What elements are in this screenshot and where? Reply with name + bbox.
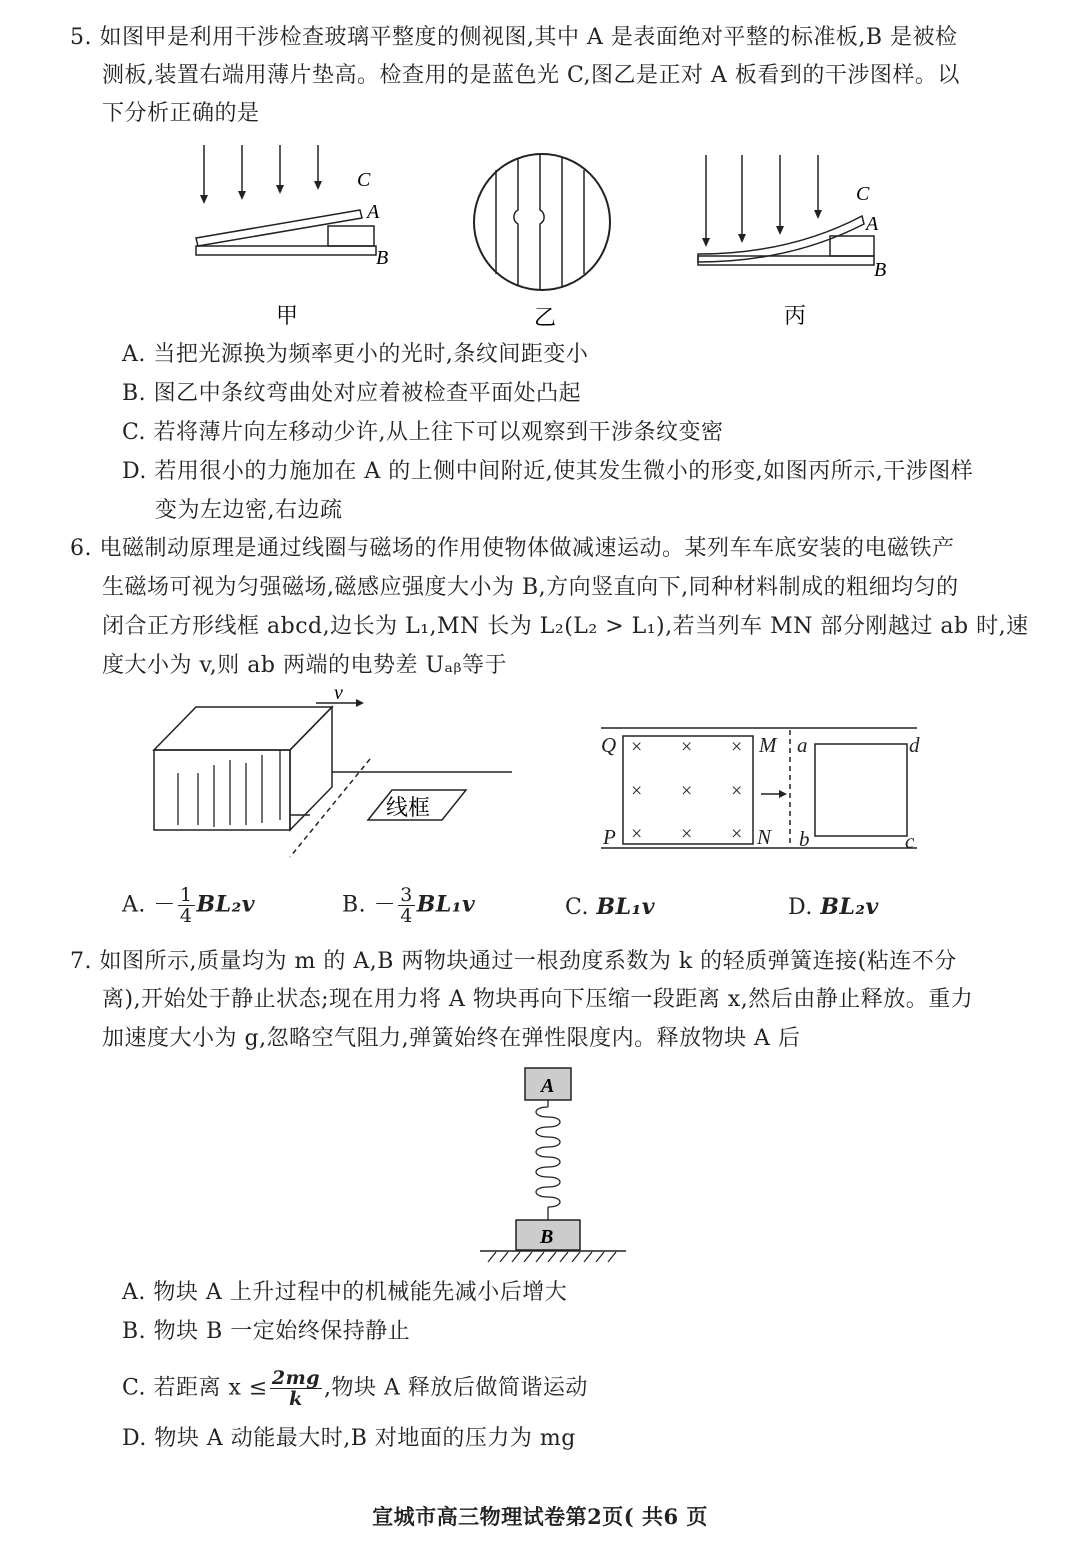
q5-option-d-cont: 变为左边密,右边疏 [155, 498, 343, 523]
fraction [178, 885, 195, 926]
q6-line-4: 度大小为 v,则 ab 两端的电势差 Uₐᵦ等于 [102, 653, 508, 678]
q5-line-3: 下分析正确的是 [102, 101, 260, 126]
field-cross: × [631, 736, 643, 758]
option-letter: C. [565, 895, 590, 920]
q7-figure-spring [480, 1065, 630, 1270]
label-C: C [357, 169, 371, 191]
label-B: B [376, 247, 389, 269]
label-A: A [866, 213, 879, 235]
q6-option-a [122, 885, 255, 926]
denominator: k [289, 1388, 303, 1410]
q6-figure-topview [595, 720, 935, 860]
expression: BL₁v [596, 894, 656, 920]
block-B-label: B [540, 1226, 554, 1248]
q6-option-d [788, 892, 879, 923]
label-Q: Q [601, 733, 617, 757]
field-cross: × [681, 823, 693, 845]
denominator: 4 [400, 905, 413, 927]
fraction [398, 885, 415, 926]
q5-option-c: C. 若将薄片向左移动少许,从上往下可以观察到干涉条纹变密 [122, 420, 724, 445]
frame-label: 线框 [386, 795, 431, 820]
q6-option-c [565, 892, 655, 923]
q6-figure-train [150, 682, 530, 865]
expression: BL₂v [196, 891, 255, 918]
field-cross: × [631, 823, 643, 845]
q7-option-a: A. 物块 A 上升过程中的机械能先减小后增大 [122, 1280, 568, 1305]
label-B: B [874, 259, 887, 281]
label-b: b [799, 827, 810, 851]
q7-option-b: B. 物块 B 一定始终保持静止 [122, 1319, 411, 1344]
q7-line-1: 7. 如图所示,质量均为 m 的 A,B 两物块通过一根劲度系数为 k 的轻质弹簧连接(粘连不分 [70, 949, 957, 974]
minus-sign: － [373, 892, 397, 918]
caption-yi: 乙 [534, 305, 557, 330]
q5-line-2: 测板,装置右端用薄片垫高。检查用的是蓝色光 C,图乙是正对 A 板看到的干涉图样。以 [102, 63, 960, 88]
field-cross: × [681, 736, 693, 758]
expression: BL₁v [416, 891, 476, 918]
option-letter: B. [342, 892, 367, 918]
label-N: N [757, 825, 772, 849]
velocity-label: v [334, 682, 343, 704]
numerator: 2mg [271, 1367, 320, 1389]
q5-figure-yi [470, 150, 620, 340]
field-cross: × [631, 780, 643, 802]
q5-line-1: 5. 如图甲是利用干涉检查玻璃平整度的侧视图,其中 A 是表面绝对平整的标准板,B 是被检 [70, 25, 958, 50]
caption-jia: 甲 [276, 303, 299, 328]
denominator: 4 [179, 905, 193, 927]
minus-sign: － [153, 892, 176, 918]
field-cross: × [731, 823, 743, 845]
option-letter: D. [788, 895, 813, 920]
q6-line-3: 闭合正方形线框 abcd,边长为 L₁,MN 长为 L₂(L₂ > L₁),若当列车 MN 部分刚越过 ab 时,速 [102, 614, 1029, 639]
numerator: 3 [400, 884, 413, 906]
label-d: d [909, 733, 920, 757]
option-text: ,物块 A 释放后做简谐运动 [323, 1375, 588, 1401]
q6-line-2: 生磁场可视为匀强磁场,磁感应强度大小为 B,方向竖直向下,同种材料制成的粗细均匀的 [102, 575, 959, 600]
option-text: C. 若距离 x ≤ [122, 1375, 268, 1401]
q7-option-c [122, 1368, 588, 1409]
q7-option-d: D. 物块 A 动能最大时,B 对地面的压力为 mg [122, 1426, 576, 1451]
block-A-label: A [541, 1075, 555, 1097]
q5-option-b: B. 图乙中条纹弯曲处对应着被检查平面处凸起 [122, 381, 582, 406]
caption-bing: 丙 [784, 303, 807, 328]
expression: BL₂v [820, 894, 879, 920]
label-C: C [856, 183, 870, 205]
field-cross: × [681, 780, 693, 802]
label-c: c [905, 829, 915, 853]
field-cross: × [731, 780, 743, 802]
label-M: M [759, 733, 777, 757]
q5-figure-bing [690, 150, 910, 340]
q5-figure-jia [190, 140, 410, 340]
q7-line-2: 离),开始处于静止状态;现在用力将 A 物块再向下压缩一段距离 x,然后由静止释放。重力 [102, 987, 974, 1012]
q7-line-3: 加速度大小为 g,忽略空气阻力,弹簧始终在弹性限度内。释放物块 A 后 [102, 1026, 801, 1051]
option-letter: A. [122, 892, 146, 918]
label-A: A [367, 201, 380, 223]
field-cross: × [731, 736, 743, 758]
q5-option-d: D. 若用很小的力施加在 A 的上侧中间附近,使其发生微小的形变,如图丙所示,干涉图样 [122, 459, 974, 484]
fraction [270, 1368, 322, 1409]
label-P: P [603, 825, 616, 849]
label-a: a [797, 733, 808, 757]
page-footer: 宣城市高三物理试卷第2页( 共6 页 [372, 1504, 708, 1529]
numerator: 1 [179, 884, 193, 906]
q6-option-b [342, 885, 475, 926]
q6-line-1: 6. 电磁制动原理是通过线圈与磁场的作用使物体做减速运动。某列车车底安装的电磁铁产 [70, 536, 955, 561]
q5-option-a: A. 当把光源换为频率更小的光时,条纹间距变小 [122, 342, 589, 367]
